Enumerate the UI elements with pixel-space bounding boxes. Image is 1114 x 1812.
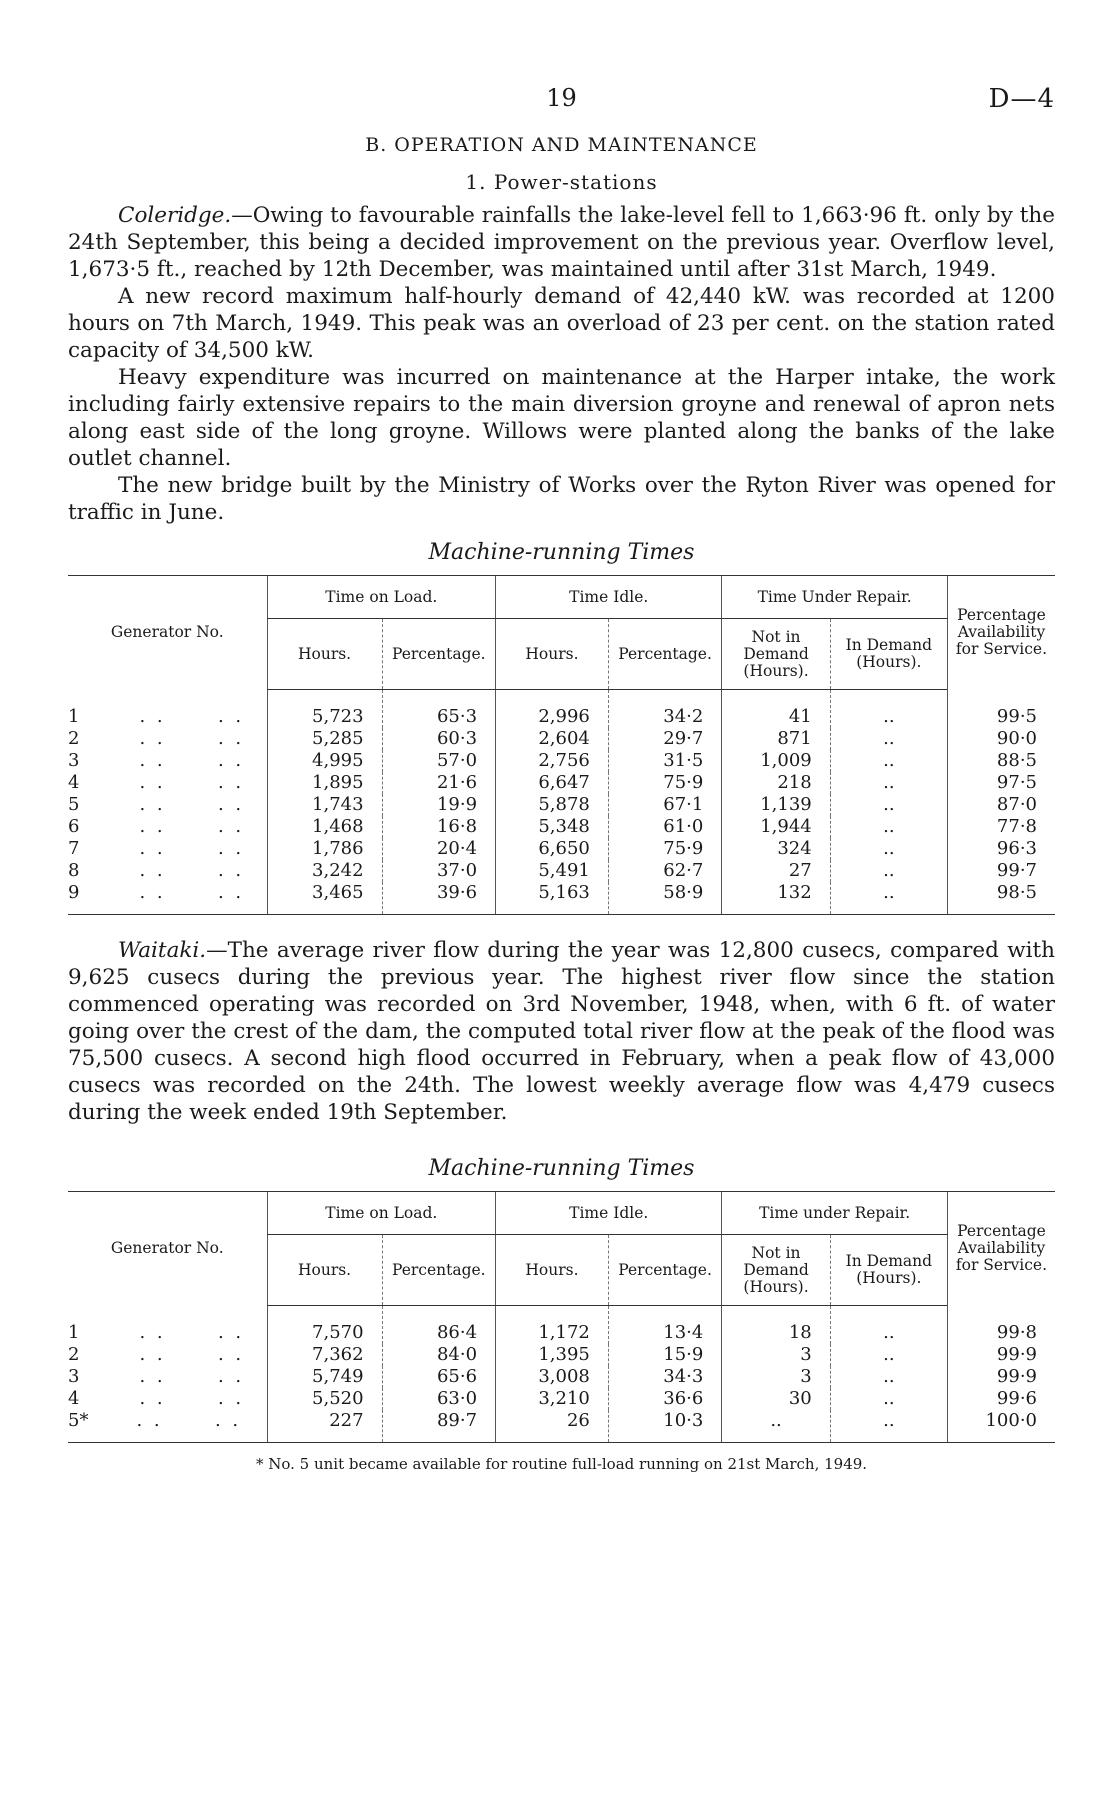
cell-idle-hours: 2,996 [496, 690, 609, 729]
cell-in-demand-hours: .. [830, 750, 947, 772]
header-not-in-demand: Not in Demand (Hours). [722, 619, 830, 690]
header-time-idle: Time Idle. [496, 576, 722, 619]
waitaki-station-name: Waitaki. [118, 938, 207, 963]
cell-generator-no: 7 . . . . [68, 838, 245, 859]
leader-dots: . . . . [139, 838, 245, 859]
coleridge-paragraph-3: Heavy expenditure was incurred on maintenance at the Harper intake, the work including fairly extensive repairs to the main diversion groyne and renewal of apron nets along east side of the long groyne. Willows were planted along the banks of the lake outlet channel. [68, 365, 1055, 471]
cell-idle-percentage: 15·9 [608, 1344, 722, 1366]
table-row [68, 860, 1055, 882]
header-time-under-repair: Time under Repair. [722, 1192, 948, 1235]
cell-availability: 99·6 [947, 1388, 1055, 1410]
cell-idle-hours: 6,650 [496, 838, 609, 860]
cell-availability: 90·0 [947, 728, 1055, 750]
cell-idle-hours: 5,491 [496, 860, 609, 882]
cell-availability: 97·5 [947, 772, 1055, 794]
header-time-on-load: Time on Load. [267, 576, 496, 619]
table1-body [68, 690, 1055, 915]
leader-dots: . . . . [139, 750, 245, 771]
table-row [68, 750, 1055, 772]
cell-idle-percentage: 62·7 [608, 860, 722, 882]
cell-load-hours: 7,362 [267, 1344, 382, 1366]
cell-not-in-demand-hours: 30 [722, 1388, 830, 1410]
header-time-under-repair: Time Under Repair. [722, 576, 948, 619]
cell-availability: 100·0 [947, 1410, 1055, 1443]
cell-idle-percentage: 31·5 [608, 750, 722, 772]
table-row [68, 1410, 1055, 1443]
cell-not-in-demand-hours: 27 [722, 860, 830, 882]
cell-load-percentage: 39·6 [382, 882, 496, 915]
leader-dots: . . . . [139, 816, 245, 837]
waitaki-paragraph [68, 937, 1055, 1126]
cell-in-demand-hours: .. [830, 838, 947, 860]
cell-idle-percentage: 75·9 [608, 772, 722, 794]
coleridge-section [68, 202, 1055, 526]
cell-load-percentage: 37·0 [382, 860, 496, 882]
cell-generator-no: 3 . . . . [68, 1366, 245, 1387]
cell-load-percentage: 65·3 [382, 690, 496, 729]
cell-idle-hours: 26 [496, 1410, 609, 1443]
cell-in-demand-hours: .. [830, 882, 947, 915]
leader-dots: . . . . [136, 1410, 242, 1431]
cell-load-hours: 1,743 [267, 794, 382, 816]
leader-dots: . . . . [139, 772, 245, 793]
cell-idle-hours: 5,348 [496, 816, 609, 838]
cell-in-demand-hours: .. [830, 728, 947, 750]
cell-idle-hours: 2,756 [496, 750, 609, 772]
table-row [68, 838, 1055, 860]
cell-load-hours: 1,786 [267, 838, 382, 860]
page-number: 19 [546, 84, 577, 112]
cell-generator-no: 2 . . . . [68, 1344, 245, 1365]
cell-idle-percentage: 58·9 [608, 882, 722, 915]
cell-load-hours: 5,723 [267, 690, 382, 729]
cell-generator-no: 4 . . . . [68, 772, 245, 793]
cell-in-demand-hours: .. [830, 1410, 947, 1443]
header-time-on-load: Time on Load. [267, 1192, 496, 1235]
header-availability: Percentage Availability for Service. [947, 576, 1055, 690]
cell-not-in-demand-hours: 1,009 [722, 750, 830, 772]
table-row [68, 882, 1055, 915]
cell-not-in-demand-hours: 3 [722, 1344, 830, 1366]
cell-idle-hours: 1,172 [496, 1306, 609, 1345]
coleridge-paragraph-4: The new bridge built by the Ministry of Works over the Ryton River was opened for traffic in June. [68, 473, 1055, 525]
cell-load-percentage: 60·3 [382, 728, 496, 750]
header-load-hours: Hours. [267, 1235, 382, 1306]
cell-availability: 99·5 [947, 690, 1055, 729]
header-generator-no: Generator No. [68, 1192, 267, 1306]
cell-load-percentage: 19·9 [382, 794, 496, 816]
cell-not-in-demand-hours: 324 [722, 838, 830, 860]
cell-generator-no: 5* . . . . [68, 1410, 267, 1443]
cell-generator-no: 8 . . . . [68, 860, 245, 881]
cell-load-percentage: 16·8 [382, 816, 496, 838]
cell-load-percentage: 57·0 [382, 750, 496, 772]
leader-dots: . . . . [139, 1366, 245, 1387]
cell-load-percentage: 65·6 [382, 1366, 496, 1388]
cell-idle-hours: 1,395 [496, 1344, 609, 1366]
cell-idle-hours: 5,878 [496, 794, 609, 816]
cell-idle-percentage: 61·0 [608, 816, 722, 838]
cell-not-in-demand-hours: 132 [722, 882, 830, 915]
cell-idle-hours: 2,604 [496, 728, 609, 750]
coleridge-paragraph-1 [68, 202, 1055, 283]
cell-idle-percentage: 29·7 [608, 728, 722, 750]
header-in-demand: In Demand (Hours). [830, 1235, 947, 1306]
header-generator-no: Generator No. [68, 576, 267, 690]
cell-generator-no: 4 . . . . [68, 1388, 245, 1409]
cell-load-hours: 5,749 [267, 1366, 382, 1388]
table-row [68, 1388, 1055, 1410]
cell-load-hours: 1,468 [267, 816, 382, 838]
cell-not-in-demand-hours: 1,139 [722, 794, 830, 816]
header-availability: Percentage Availability for Service. [947, 1192, 1055, 1306]
table-row [68, 1344, 1055, 1366]
coleridge-machine-running-table [68, 575, 1055, 915]
table2-body [68, 1306, 1055, 1443]
page-header [68, 84, 1055, 124]
cell-load-hours: 4,995 [267, 750, 382, 772]
header-load-percentage: Percentage. [382, 619, 496, 690]
cell-generator-no: 2 . . . . [68, 728, 245, 749]
cell-generator-no: 9 . . . . [68, 882, 267, 915]
waitaki-text: —The average river flow during the year was 12,800 cusecs, compared with 9,625 cusecs during the previous year. The highest river flow since the station commenced operating was recorded on 3rd November, 1948, when, with 6 ft. of water going over the crest of the dam, the computed total river flow at the peak of the flood was 75,500 cusecs. A second high flood occurred in February, when a peak flow of 43,000 cusecs was recorded on the 24th. The lowest weekly average flow was 4,479 cusecs during the week ended 19th September. [68, 938, 1055, 1125]
cell-load-hours: 5,285 [267, 728, 382, 750]
header-idle-percentage: Percentage. [608, 619, 722, 690]
cell-not-in-demand-hours: 218 [722, 772, 830, 794]
cell-not-in-demand-hours: 3 [722, 1366, 830, 1388]
cell-generator-no: 5 . . . . [68, 794, 245, 815]
cell-availability: 96·3 [947, 838, 1055, 860]
header-load-hours: Hours. [267, 619, 382, 690]
cell-idle-percentage: 67·1 [608, 794, 722, 816]
cell-availability: 88·5 [947, 750, 1055, 772]
cell-generator-no: 3 . . . . [68, 750, 245, 771]
header-idle-percentage: Percentage. [608, 1235, 722, 1306]
waitaki-machine-running-table [68, 1191, 1055, 1443]
cell-in-demand-hours: .. [830, 1366, 947, 1388]
cell-load-percentage: 84·0 [382, 1344, 496, 1366]
cell-load-hours: 3,465 [267, 882, 382, 915]
cell-not-in-demand-hours: 871 [722, 728, 830, 750]
cell-availability: 87·0 [947, 794, 1055, 816]
cell-load-hours: 3,242 [267, 860, 382, 882]
header-load-percentage: Percentage. [382, 1235, 496, 1306]
cell-generator-no: 1 . . . . [68, 705, 245, 727]
cell-availability: 99·7 [947, 860, 1055, 882]
document-reference: D—4 [988, 84, 1055, 114]
cell-in-demand-hours: .. [830, 1388, 947, 1410]
table-row [68, 1306, 1055, 1345]
leader-dots: . . . . [139, 794, 245, 815]
cell-not-in-demand-hours: 1,944 [722, 816, 830, 838]
cell-load-hours: 227 [267, 1410, 382, 1443]
cell-idle-percentage: 34·3 [608, 1366, 722, 1388]
leader-dots: . . . . [139, 705, 245, 727]
cell-load-percentage: 86·4 [382, 1306, 496, 1345]
header-in-demand: In Demand (Hours). [830, 619, 947, 690]
cell-idle-percentage: 75·9 [608, 838, 722, 860]
cell-availability: 99·9 [947, 1344, 1055, 1366]
cell-load-hours: 7,570 [267, 1306, 382, 1345]
table-row [68, 1366, 1055, 1388]
coleridge-text-1: —Owing to favourable rainfalls the lake-level fell to 1,663·96 ft. only by the 24th September, this being a decided improvement on the previous year. Overflow level, 1,673·5 ft., reached by 12th December, was maintained until after 31st March, 1949. [68, 203, 1055, 282]
section-title: B. OPERATION AND MAINTENANCE [365, 134, 758, 156]
leader-dots: . . . . [139, 882, 245, 903]
cell-availability: 98·5 [947, 882, 1055, 915]
table-row [68, 690, 1055, 729]
leader-dots: . . . . [139, 728, 245, 749]
table-row [68, 728, 1055, 750]
cell-load-hours: 1,895 [267, 772, 382, 794]
leader-dots: . . . . [139, 1344, 245, 1365]
cell-in-demand-hours: .. [830, 816, 947, 838]
subsection-title: 1. Power-stations [465, 170, 658, 194]
cell-in-demand-hours: .. [830, 794, 947, 816]
table-row [68, 816, 1055, 838]
table2-title: Machine-running Times [428, 1156, 695, 1181]
cell-in-demand-hours: .. [830, 860, 947, 882]
cell-in-demand-hours: .. [830, 690, 947, 729]
cell-availability: 77·8 [947, 816, 1055, 838]
cell-availability: 99·9 [947, 1366, 1055, 1388]
header-idle-hours: Hours. [496, 619, 609, 690]
coleridge-station-name: Coleridge. [118, 203, 232, 228]
cell-idle-hours: 6,647 [496, 772, 609, 794]
cell-idle-hours: 3,008 [496, 1366, 609, 1388]
cell-idle-percentage: 10·3 [608, 1410, 722, 1443]
table-row [68, 794, 1055, 816]
cell-load-percentage: 20·4 [382, 838, 496, 860]
cell-availability: 99·8 [947, 1306, 1055, 1345]
cell-idle-percentage: 34·2 [608, 690, 722, 729]
cell-generator-no: 6 . . . . [68, 816, 245, 837]
coleridge-paragraph-2: A new record maximum half-hourly demand of 42,440 kW. was recorded at 1200 hours on 7th March, 1949. This peak was an overload of 23 per cent. on the station rated capacity of 34,500 kW. [68, 284, 1055, 363]
cell-idle-hours: 5,163 [496, 882, 609, 915]
cell-load-percentage: 89·7 [382, 1410, 496, 1443]
cell-in-demand-hours: .. [830, 1306, 947, 1345]
cell-in-demand-hours: .. [830, 772, 947, 794]
table-row [68, 772, 1055, 794]
header-time-idle: Time Idle. [496, 1192, 722, 1235]
cell-idle-percentage: 13·4 [608, 1306, 722, 1345]
cell-in-demand-hours: .. [830, 1344, 947, 1366]
cell-not-in-demand-hours: 18 [722, 1306, 830, 1345]
cell-idle-hours: 3,210 [496, 1388, 609, 1410]
leader-dots: . . . . [139, 860, 245, 881]
table1-title: Machine-running Times [428, 540, 695, 565]
cell-load-percentage: 21·6 [382, 772, 496, 794]
table2-footnote: * No. 5 unit became available for routine full-load running on 21st March, 1949. [255, 1455, 868, 1473]
cell-not-in-demand-hours: 41 [722, 690, 830, 729]
cell-idle-percentage: 36·6 [608, 1388, 722, 1410]
header-idle-hours: Hours. [496, 1235, 609, 1306]
cell-load-hours: 5,520 [267, 1388, 382, 1410]
cell-load-percentage: 63·0 [382, 1388, 496, 1410]
cell-generator-no: 1 . . . . [68, 1321, 245, 1343]
leader-dots: . . . . [139, 1321, 245, 1343]
leader-dots: . . . . [139, 1388, 245, 1409]
document-page [68, 84, 1055, 1473]
header-not-in-demand: Not in Demand (Hours). [722, 1235, 830, 1306]
cell-not-in-demand-hours: .. [722, 1410, 830, 1443]
